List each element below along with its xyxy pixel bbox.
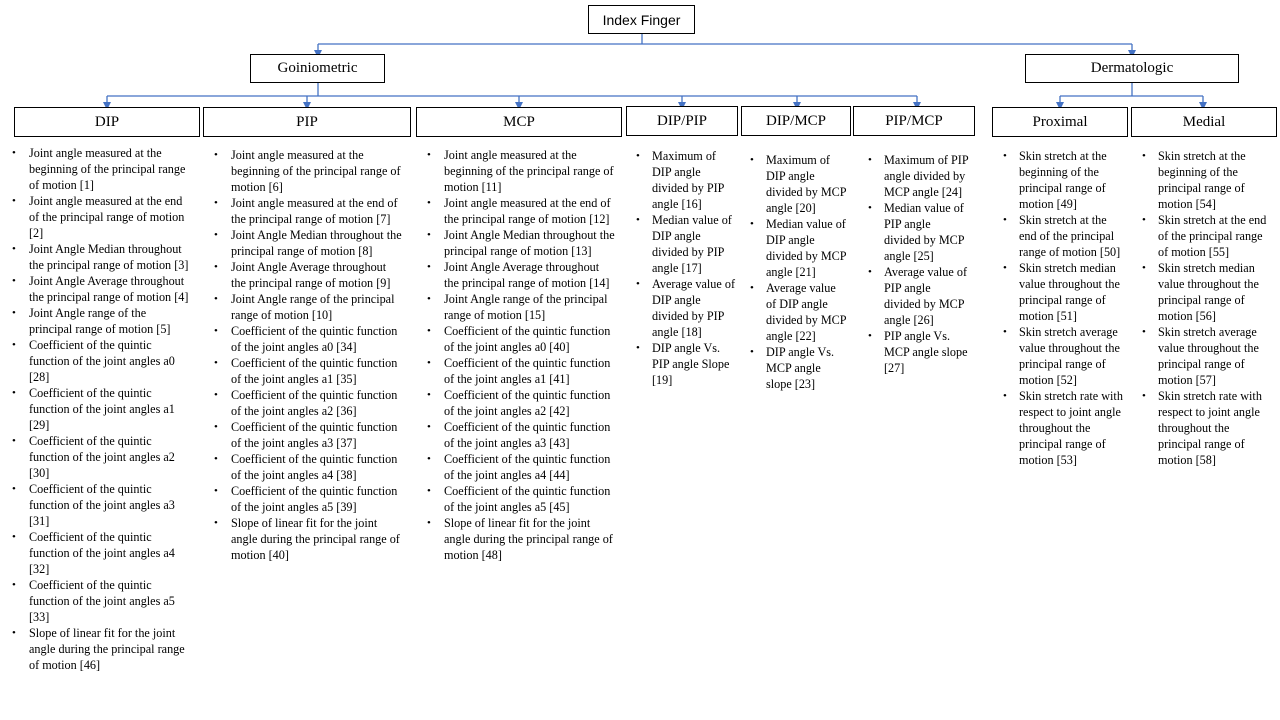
category-dip-mcp: DIP/MCP [741,106,851,136]
list-item: • Coefficient of the quintic function of the joint angles a1 [41] [427,355,617,387]
list-item: • Maximum of PIP angle divided by MCP angle [24] [864,152,970,200]
list-item: • Median value of PIP angle divided by MCP angle [25] [864,200,970,264]
list-item: • Joint Angle Median throughout the principal range of motion [13] [427,227,617,259]
list-item: • Average value of DIP angle divided by MCP angle [22] [746,280,848,344]
list-item: • DIP angle Vs. MCP angle slope [23] [746,344,848,392]
list-item: • Coefficient of the quintic function of the joint angles a4 [44] [427,451,617,483]
list-item: • Joint Angle Median throughout the principal range of motion [8] [214,227,404,259]
list-item: • Coefficient of the quintic function of the joint angles a0 [40] [427,323,617,355]
list-item: • Skin stretch at the beginning of the principal range of motion [49] [999,148,1123,212]
dip-feature-list [12,145,192,673]
list-item: • Coefficient of the quintic function of the joint angles a5 [45] [427,483,617,515]
pip-mcp-feature-list [864,152,970,376]
category-proximal: Proximal [992,107,1128,137]
list-item: • Joint angle measured at the end of the principal range of motion [7] [214,195,404,227]
category-dip-pip: DIP/PIP [626,106,738,136]
list-item: • Joint Angle range of the principal range of motion [15] [427,291,617,323]
list-item: • Skin stretch at the end of the principal range of motion [50] [999,212,1123,260]
list-item: • Median value of DIP angle divided by MCP angle [21] [746,216,848,280]
list-item: • Slope of linear fit for the joint angle during the principal range of motion [48] [427,515,617,563]
list-item: • Coefficient of the quintic function of the joint angles a5 [39] [214,483,404,515]
category-pip: PIP [203,107,411,137]
list-item: • Coefficient of the quintic function of the joint angles a4 [38] [214,451,404,483]
dip-pip-feature-list [632,148,735,388]
list-item: • PIP angle Vs. MCP angle slope [27] [864,328,970,376]
list-item: • Joint Angle Average throughout the principal range of motion [4] [12,273,192,305]
list-item: • Joint Angle range of the principal range of motion [5] [12,305,192,337]
list-item: • Coefficient of the quintic function of the joint angles a2 [42] [427,387,617,419]
list-item: • Coefficient of the quintic function of the joint angles a4 [32] [12,529,192,577]
dip-mcp-feature-list [746,152,848,392]
group-dermatologic: Dermatologic [1025,54,1239,83]
list-item: • Coefficient of the quintic function of the joint angles a0 [28] [12,337,192,385]
list-item: • Joint Angle range of the principal range of motion [10] [214,291,404,323]
list-item: • Median value of DIP angle divided by PIP angle [17] [632,212,735,276]
list-item: • Joint angle measured at the end of the principal range of motion [12] [427,195,617,227]
category-dip: DIP [14,107,200,137]
list-item: • Skin stretch at the beginning of the principal range of motion [54] [1138,148,1272,212]
list-item: • Coefficient of the quintic function of the joint angles a3 [31] [12,481,192,529]
list-item: • Joint angle measured at the beginning of the principal range of motion [11] [427,147,617,195]
list-item: • Coefficient of the quintic function of the joint angles a2 [36] [214,387,404,419]
mcp-feature-list [427,147,617,563]
list-item: • Coefficient of the quintic function of the joint angles a1 [35] [214,355,404,387]
list-item: • Skin stretch average value throughout the principal range of motion [57] [1138,324,1272,388]
list-item: • Skin stretch average value throughout the principal range of motion [52] [999,324,1123,388]
list-item: • Coefficient of the quintic function of the joint angles a1 [29] [12,385,192,433]
list-item: • Joint angle measured at the beginning of the principal range of motion [1] [12,145,192,193]
list-item: • Coefficient of the quintic function of the joint angles a5 [33] [12,577,192,625]
list-item: • Slope of linear fit for the joint angle during the principal range of motion [40] [214,515,404,563]
list-item: • Average value of PIP angle divided by MCP angle [26] [864,264,970,328]
list-item: • Skin stretch rate with respect to joint angle throughout the principal range of motion [58] [1138,388,1272,468]
list-item: • Maximum of DIP angle divided by PIP angle [16] [632,148,735,212]
list-item: • Skin stretch median value throughout the principal range of motion [56] [1138,260,1272,324]
medial-feature-list [1138,148,1272,468]
root-node: Index Finger [588,5,695,34]
list-item: • Coefficient of the quintic function of the joint angles a3 [37] [214,419,404,451]
group-goiniometric: Goiniometric [250,54,385,83]
list-item: • Joint angle measured at the beginning of the principal range of motion [6] [214,147,404,195]
category-medial: Medial [1131,107,1277,137]
list-item: • Average value of DIP angle divided by PIP angle [18] [632,276,735,340]
list-item: • Coefficient of the quintic function of the joint angles a0 [34] [214,323,404,355]
list-item: • Skin stretch median value throughout the principal range of motion [51] [999,260,1123,324]
list-item: • Joint Angle Average throughout the principal range of motion [9] [214,259,404,291]
list-item: • DIP angle Vs. PIP angle Slope [19] [632,340,735,388]
category-pip-mcp: PIP/MCP [853,106,975,136]
list-item: • Slope of linear fit for the joint angle during the principal range of motion [46] [12,625,192,673]
list-item: • Maximum of DIP angle divided by MCP angle [20] [746,152,848,216]
list-item: • Joint Angle Median throughout the principal range of motion [3] [12,241,192,273]
category-mcp: MCP [416,107,622,137]
list-item: • Skin stretch rate with respect to joint angle throughout the principal range of motion [53] [999,388,1123,468]
list-item: • Skin stretch at the end of the principal range of motion [55] [1138,212,1272,260]
proximal-feature-list [999,148,1123,468]
list-item: • Coefficient of the quintic function of the joint angles a2 [30] [12,433,192,481]
pip-feature-list [214,147,404,563]
list-item: • Joint Angle Average throughout the principal range of motion [14] [427,259,617,291]
list-item: • Joint angle measured at the end of the principal range of motion [2] [12,193,192,241]
list-item: • Coefficient of the quintic function of the joint angles a3 [43] [427,419,617,451]
